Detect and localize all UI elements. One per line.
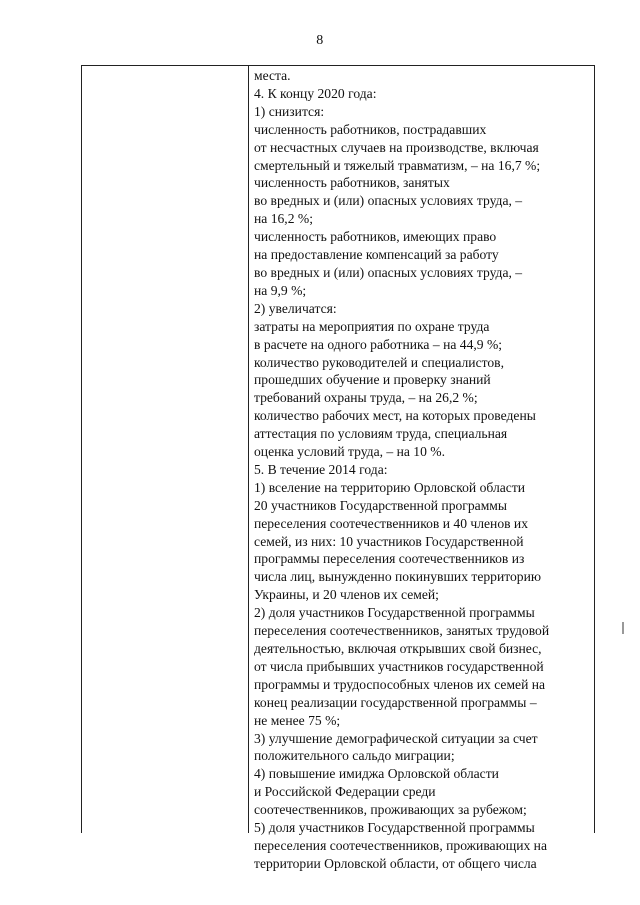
text-line: конец реализации государственной программы – xyxy=(254,694,537,710)
text-line: 20 участников Государственной программы xyxy=(254,497,508,513)
text-line: аттестация по условиям труда, специальная xyxy=(254,426,508,442)
text-line: 4) повышение имиджа Орловской области xyxy=(254,766,499,782)
text-line: на предоставление компенсаций за работу xyxy=(254,247,499,263)
text-line: смертельный и тяжелый травматизм, – на 16,7 %; xyxy=(254,157,541,173)
table-right-cell xyxy=(254,67,588,873)
text-line: 1) вселение на территорию Орловской области xyxy=(254,479,526,495)
text-line: не менее 75 %; xyxy=(254,712,341,728)
text-line: семей, из них: 10 участников Государственной xyxy=(254,533,524,549)
text-line: территории Орловской области, от общего числа xyxy=(254,855,537,871)
text-line: в расчете на одного работника – на 44,9 %; xyxy=(254,336,503,352)
text-line: на 16,2 %; xyxy=(254,211,313,227)
text-line: Украины, и 20 членов их семей; xyxy=(254,587,439,603)
text-line: 3) улучшение демографической ситуации за счет xyxy=(254,730,538,746)
column-divider xyxy=(248,66,249,833)
text-line: 1) снизится: xyxy=(254,103,325,119)
text-line: переселения соотечественников, занятых трудовой xyxy=(254,623,550,639)
text-line: от числа прибывших участников государственной xyxy=(254,658,544,674)
text-line: количество руководителей и специалистов, xyxy=(254,354,504,370)
text-line: 5) доля участников Государственной программы xyxy=(254,820,535,836)
text-line: 2) доля участников Государственной программы xyxy=(254,605,535,621)
text-line: числа лиц, вынужденно покинувших территорию xyxy=(254,569,542,585)
text-line: во вредных и (или) опасных условиях труда, – xyxy=(254,193,523,209)
text-line: во вредных и (или) опасных условиях труда, – xyxy=(254,264,523,280)
text-line: требований охраны труда, – на 26,2 %; xyxy=(254,390,478,406)
text-line: численность работников, пострадавших xyxy=(254,121,487,137)
text-line: затраты на мероприятия по охране труда xyxy=(254,318,490,334)
text-line: 5. В течение 2014 года: xyxy=(254,461,388,477)
text-line: переселения соотечественников и 40 членов их xyxy=(254,515,528,531)
scan-edge-mark xyxy=(622,622,624,634)
document-table xyxy=(81,65,595,871)
text-line: программы и трудоспособных членов их семей на xyxy=(254,676,546,692)
text-line: количество рабочих мест, на которых проведены xyxy=(254,408,536,424)
text-line: оценка условий труда, – на 10 %. xyxy=(254,444,446,460)
text-line: места. xyxy=(254,68,291,83)
text-line: численность работников, имеющих право xyxy=(254,229,497,245)
text-line: и Российской Федерации среди xyxy=(254,784,436,800)
text-line: положительного сальдо миграции; xyxy=(254,748,455,764)
text-line: на 9,9 %; xyxy=(254,282,307,298)
text-line: 2) увеличатся: xyxy=(254,300,337,316)
text-line: программы переселения соотечественников из xyxy=(254,551,525,567)
text-line: соотечественников, проживающих за рубежом; xyxy=(254,802,527,818)
text-line: 4. К концу 2020 года: xyxy=(254,85,377,101)
text-line: деятельностью, включая открывших свой бизнес, xyxy=(254,641,542,656)
text-line: прошедших обучение и проверку знаний xyxy=(254,372,491,388)
page-number: 8 xyxy=(316,33,324,48)
text-line: от несчастных случаев на производстве, включая xyxy=(254,139,539,155)
text-line: переселения соотечественников, проживающих на xyxy=(254,837,547,853)
text-line: численность работников, занятых xyxy=(254,175,450,191)
